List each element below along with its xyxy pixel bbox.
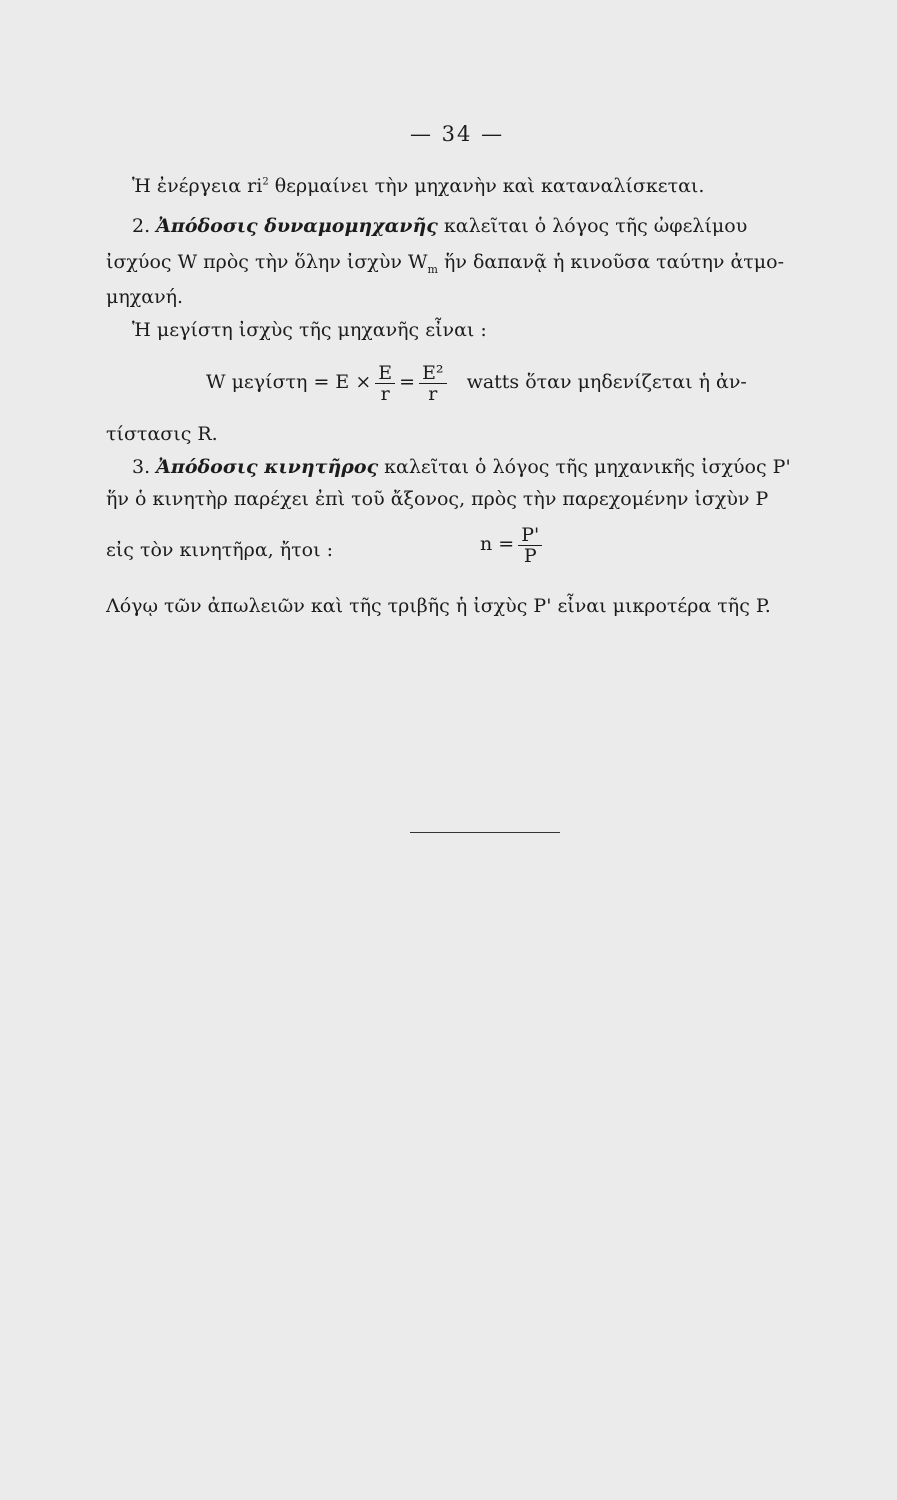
item-number: 2. — [132, 215, 157, 237]
text-line-7: τίστασις R. — [106, 423, 218, 445]
page-number: — 34 — — [410, 122, 505, 146]
text-line-11: Λόγῳ τῶν ἀπωλειῶν καὶ τῆς τριβῆς ἡ ἰσχὺς P' εἶναι μικροτέρα τῆς P. — [106, 595, 771, 617]
text-line-4: μηχανή. — [106, 286, 184, 308]
superscript: 2 — [262, 176, 269, 188]
text-line-1 — [132, 174, 704, 198]
text: καλεῖται ὁ λόγος τῆς ὠφελίμου — [437, 215, 748, 237]
denominator: r — [380, 382, 390, 405]
term-bold: Ἀπόδοσις δυναμομηχανῆς — [156, 215, 438, 237]
text-line-8 — [132, 455, 791, 479]
text-line-9: ἥν ὁ κινητὴρ παρέχει ἐπὶ τοῦ ἄξονος, πρὸς τὴν παρεχομένην ἰσχὺν P — [106, 488, 769, 510]
numerator: P' — [518, 525, 542, 546]
equals-sign: = — [399, 371, 416, 393]
text: ἰσχύος W πρὸς τὴν ὅλην ἰσχὺν W — [106, 251, 428, 273]
text: Ἡ ἐνέργεια ri — [132, 175, 263, 197]
denominator: P — [523, 544, 537, 567]
text: θερμαίνει τὴν μηχανὴν καὶ καταναλίσκεται. — [268, 175, 705, 197]
fraction-e-over-r — [375, 363, 395, 404]
term-bold: Ἀπόδοσις κινητῆρος — [156, 456, 379, 478]
text: καλεῖται ὁ λόγος τῆς μηχανικῆς ἰσχύος P' — [378, 456, 791, 478]
text-line-10: εἰς τὸν κινητῆρα, ἤτοι : — [106, 539, 333, 561]
numerator: E — [375, 363, 395, 384]
text: ἥν δαπανᾷ ἡ κινοῦσα ταύτην ἀτμο- — [437, 251, 785, 273]
eq-lhs: n = — [480, 533, 515, 555]
text: watts ὅταν μηδενίζεται ἡ ἀν- — [466, 371, 747, 393]
section-divider — [410, 832, 560, 833]
numerator: E² — [419, 363, 447, 384]
equation-max-power — [206, 352, 747, 412]
text-line-5: Ἡ μεγίστη ἰσχὺς τῆς μηχανῆς εἶναι : — [132, 319, 487, 341]
fraction-p-prime-over-p — [518, 525, 542, 566]
text-line-3 — [106, 250, 784, 274]
item-number: 3. — [132, 456, 157, 478]
equation-efficiency — [480, 514, 546, 574]
denominator: r — [428, 382, 438, 405]
eq-lhs: W μεγίστη = E × — [206, 371, 372, 393]
text-line-2 — [132, 214, 747, 238]
fraction-e2-over-r — [419, 363, 447, 404]
subscript: m — [427, 262, 438, 276]
